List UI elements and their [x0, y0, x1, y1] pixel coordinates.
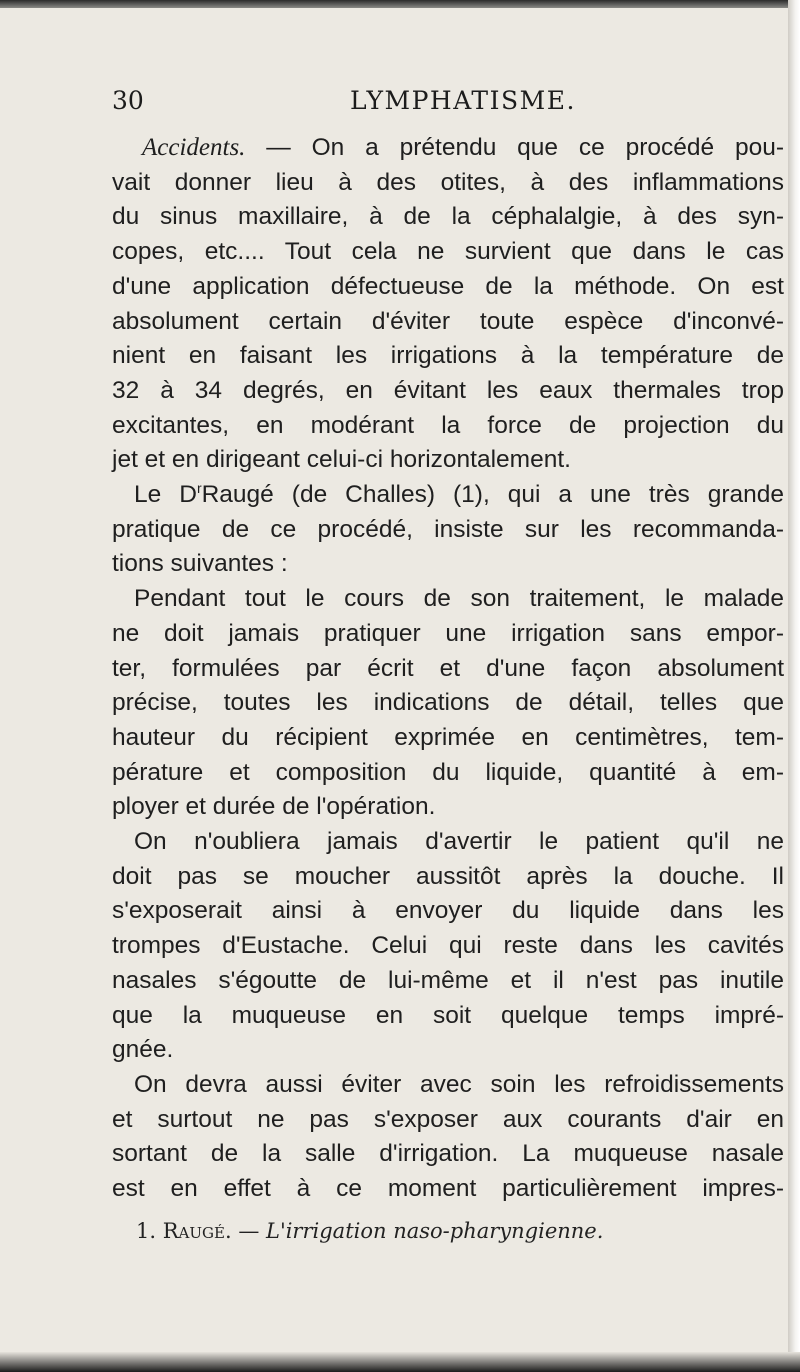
- text-line: et surtout ne pas s'exposer aux courants d'air en: [112, 1105, 784, 1133]
- text-line: absolument certain d'éviter toute espèce d'inconvé-: [112, 307, 784, 335]
- text-line: sortant de la salle d'irrigation. La muqueuse nasale: [112, 1140, 784, 1168]
- running-head: LYMPHATISME.: [350, 86, 576, 115]
- text-line: excitantes, en modérant la force de projection du: [112, 411, 784, 439]
- text-line: s'exposerait ainsi à envoyer du liquide dans les: [112, 897, 784, 925]
- section-label: Accidents.: [142, 134, 246, 161]
- page-number: 30: [112, 86, 144, 115]
- text-line: ter, formulées par écrit et d'une façon absolument: [112, 654, 784, 682]
- text-line: Accidents. — On a prétendu que ce procédé pou-: [142, 134, 784, 161]
- text-line: pérature et composition du liquide, quantité à em-: [112, 758, 784, 786]
- page-bottom-edge: [0, 1352, 800, 1372]
- text-line: nient en faisant les irrigations à la température de: [112, 342, 784, 370]
- footnote: [136, 1219, 776, 1243]
- text-line: Pendant tout le cours de son traitement, le malade: [134, 585, 784, 613]
- text-line: hauteur du récipient exprimée en centimètres, tem-: [112, 723, 784, 751]
- text-line: gnée.: [112, 1036, 174, 1064]
- page-header: [112, 86, 782, 126]
- page-top-edge: [0, 0, 800, 8]
- text-line: pratique de ce procédé, insiste sur les recommanda-: [112, 515, 784, 543]
- text-line: que la muqueuse en soit quelque temps impré-: [112, 1001, 784, 1029]
- text-line: On n'oubliera jamais d'avertir le patient qu'il ne: [134, 828, 784, 856]
- text-line: 32 à 34 degrés, en évitant les eaux thermales trop: [112, 376, 784, 404]
- text-line: On devra aussi éviter avec soin les refroidissements: [134, 1070, 784, 1098]
- text-line: nasales s'égoutte de lui-même et il n'est pas inutile: [112, 966, 784, 994]
- text-line: d'une application défectueuse de la méthode. On est: [112, 272, 784, 300]
- text-line: ne doit jamais pratiquer une irrigation sans empor-: [112, 619, 784, 647]
- text-line: jet et en dirigeant celui-ci horizontalement.: [112, 446, 571, 474]
- footnote-dash: —: [231, 1219, 266, 1243]
- text-line: copes, etc.... Tout cela ne survient que dans le cas: [112, 238, 784, 266]
- text-line: tions suivantes :: [112, 550, 288, 578]
- text-line: Le $D^rRaugé$ (de Challes) (1), qui a une très grande: [134, 479, 784, 509]
- page-right-edge: [788, 0, 800, 1372]
- footnote-number: 1.: [136, 1219, 157, 1243]
- text-line: ployer et durée de l'opération.: [112, 793, 436, 821]
- body-text: [112, 131, 784, 1207]
- footnote-author: Raugé.: [162, 1219, 232, 1243]
- text-line: vait donner lieu à des otites, à des inflammations: [112, 168, 784, 196]
- text-line: doit pas se moucher aussitôt après la douche. Il: [112, 862, 784, 890]
- text-line: du sinus maxillaire, à de la céphalalgie, à des syn-: [112, 203, 784, 231]
- text-line: trompes d'Eustache. Celui qui reste dans les cavités: [112, 932, 784, 960]
- text-line: précise, toutes les indications de détail, telles que: [112, 689, 784, 717]
- footnote-title: L'irrigation naso-pharyngienne.: [266, 1219, 604, 1243]
- text-line: est en effet à ce moment particulièrement impres-: [112, 1175, 784, 1203]
